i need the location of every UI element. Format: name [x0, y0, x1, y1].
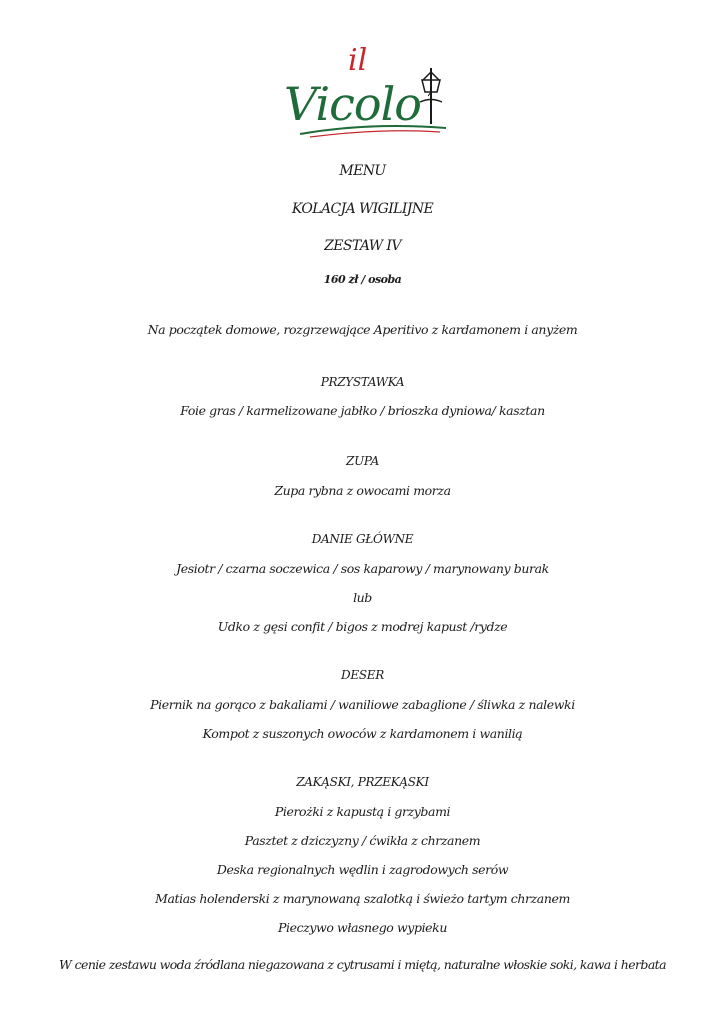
- menu-item: Pieczywo własnego wypieku: [277, 920, 447, 935]
- street-lamp-icon: [420, 68, 442, 124]
- menu-item: Udko z gęsi confit / bigos z modrej kapust /rydze: [217, 619, 508, 634]
- intro-text: Na początek domowe, rozgrzewające Aperitivo z kardamonem i anyżem: [147, 322, 578, 337]
- set-label: ZESTAW IV: [324, 238, 401, 254]
- menu-item: Zupa rybna z owocami morza: [274, 483, 451, 498]
- section-title-starter: PRZYSTAWKA: [320, 375, 405, 389]
- price-label: 160 zł / osoba: [323, 273, 402, 286]
- menu-item: Foie gras / karmelizowane jabłko / brioszka dyniowa/ kasztan: [180, 403, 545, 418]
- menu-item: Pierożki z kapustą i grzybami: [274, 804, 451, 819]
- menu-item: Jesiotr / czarna soczewica / sos kaparowy / marynowany burak: [176, 561, 549, 576]
- section-title-dessert: DESER: [341, 668, 384, 682]
- footer-note: W cenie zestawu woda źródlana niegazowana z cytrusami i miętą, naturalne włoskie soki, kawa i herbata: [59, 957, 666, 972]
- section-title-snacks: ZAKĄSKI, PRZEKĄSKI: [296, 775, 429, 789]
- menu-item: Kompot z suszonych owoców z kardamonem i wanilią: [202, 726, 523, 741]
- section-title-soup: ZUPA: [346, 454, 379, 468]
- menu-item-or: lub: [353, 590, 372, 605]
- logo-text: Vicolo: [284, 77, 421, 131]
- menu-title: KOLACJA WIGILIJNE: [291, 201, 434, 217]
- logo-graphic: [280, 42, 450, 142]
- restaurant-logo: [280, 42, 450, 142]
- logo-small-text: il: [348, 43, 368, 78]
- menu-heading: MENU: [339, 163, 386, 179]
- menu-item: Pasztet z dziczyzny / ćwikła z chrzanem: [244, 833, 481, 848]
- menu-item: Deska regionalnych wędlin i zagrodowych serów: [216, 862, 509, 877]
- menu-item: Piernik na gorąco z bakaliami / waniliowe zabaglione / śliwka z nalewki: [150, 697, 575, 712]
- section-title-main: DANIE GŁÓWNE: [311, 532, 414, 546]
- menu-item: Matias holenderski z marynowaną szalotką i świeżo tartym chrzanem: [155, 891, 570, 906]
